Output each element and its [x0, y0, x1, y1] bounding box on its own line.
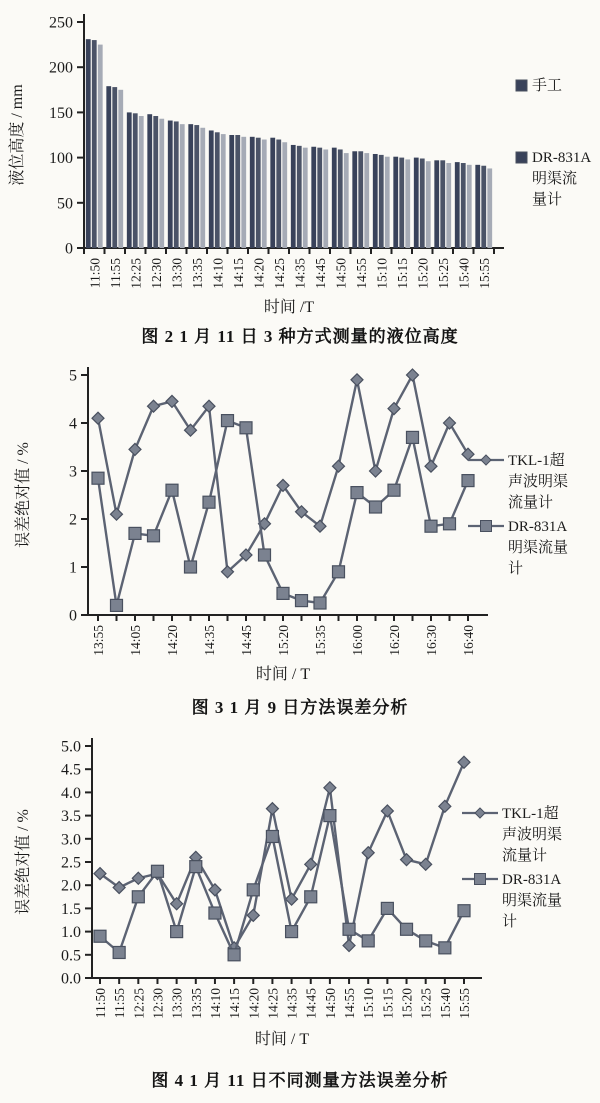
- diamond-marker: [351, 374, 363, 386]
- diamond-marker: [247, 909, 259, 921]
- y-tick-label: 4: [69, 415, 77, 433]
- square-marker: [259, 549, 271, 561]
- square-marker: [444, 518, 456, 530]
- y-tick-label: 3.0: [61, 831, 81, 849]
- y-tick-label: 50: [57, 195, 73, 213]
- y-tick-label: 100: [49, 150, 73, 168]
- bar: [440, 160, 445, 248]
- square-marker: [362, 935, 374, 947]
- bar: [455, 162, 460, 248]
- x-tick-label: 14:55: [342, 988, 358, 1019]
- figure3-line-chart: [0, 359, 600, 691]
- y-tick-label: 3.5: [61, 808, 81, 826]
- x-tick-label: 14:20: [251, 258, 267, 289]
- legend-label: 声波明渠: [502, 827, 563, 843]
- bar: [414, 158, 419, 248]
- diamond-marker: [458, 756, 470, 768]
- x-tick-label: 14:15: [230, 258, 246, 289]
- x-tick-label: 11:55: [107, 258, 123, 289]
- figure2-bar-chart: [0, 6, 600, 320]
- square-marker: [286, 926, 298, 938]
- figure-4: [0, 730, 600, 1091]
- legend-label: TKL-1超: [502, 806, 559, 822]
- square-marker: [148, 530, 160, 542]
- square-marker: [129, 527, 141, 539]
- bar: [303, 148, 308, 248]
- diamond-marker: [171, 898, 183, 910]
- square-marker: [166, 484, 178, 496]
- bar: [338, 149, 343, 248]
- diamond-marker: [401, 854, 413, 866]
- y-tick-label: 5: [69, 367, 77, 385]
- legend-square-marker: [481, 521, 492, 532]
- axes: [81, 367, 488, 621]
- x-axis-title: 时间 /T: [263, 299, 315, 316]
- diamond-marker: [370, 465, 382, 477]
- diamond-marker: [324, 782, 336, 794]
- figure2-caption: 图 2 1 月 11 日 3 种方式测量的液位高度: [141, 327, 459, 346]
- bar: [311, 147, 316, 248]
- square-marker: [343, 923, 355, 935]
- x-tick-label: 15:15: [380, 988, 396, 1019]
- x-tick-label: 13:30: [169, 988, 185, 1019]
- legend-diamond-marker: [481, 455, 491, 465]
- x-tick-label: 14:15: [227, 988, 243, 1019]
- x-tick-label: 13:30: [169, 258, 185, 289]
- bar: [434, 160, 439, 248]
- x-tick-label: 14:55: [353, 258, 369, 289]
- bar: [256, 138, 261, 248]
- x-tick-label: 13:55: [91, 625, 106, 656]
- y-tick-label: 5.0: [61, 738, 81, 756]
- series-tkl1-ultrasonic: [94, 756, 470, 954]
- square-marker: [425, 520, 437, 532]
- square-marker: [92, 472, 104, 484]
- x-tick-label: 12:25: [131, 988, 147, 1019]
- bar: [133, 113, 138, 248]
- x-tick-label: 14:45: [239, 625, 254, 656]
- legend-label: 计: [508, 561, 524, 577]
- diamond-marker: [362, 847, 374, 859]
- legend: [516, 77, 591, 208]
- square-marker: [277, 587, 289, 599]
- diamond-marker: [148, 400, 160, 412]
- bar-series: [86, 39, 492, 248]
- x-tick-label: 11:50: [93, 988, 108, 1019]
- diamond-marker: [333, 460, 345, 472]
- x-tick-label: 16:00: [350, 625, 365, 656]
- legend-label: DR-831A: [508, 519, 568, 535]
- diamond-marker: [439, 800, 451, 812]
- bar: [344, 153, 349, 248]
- bar: [364, 153, 369, 248]
- bar: [262, 140, 267, 248]
- square-marker: [370, 501, 382, 513]
- x-tick-label: 14:35: [202, 625, 217, 656]
- x-tick-label: 11:50: [87, 258, 103, 289]
- series-tkl1-ultrasonic: [92, 369, 474, 578]
- bar: [467, 165, 472, 248]
- legend-label: DR-831A: [502, 872, 562, 888]
- bar: [297, 146, 302, 248]
- bar: [352, 151, 357, 248]
- x-axis-title: 时间 / T: [254, 1031, 310, 1048]
- y-tick-label: 2: [69, 511, 77, 529]
- bar: [235, 135, 240, 248]
- x-tick-label: 14:10: [207, 988, 223, 1019]
- legend-diamond-marker: [475, 808, 485, 818]
- square-marker: [388, 484, 400, 496]
- y-tick-label: 200: [49, 59, 73, 77]
- legend: [468, 451, 568, 577]
- legend-label: 量计: [532, 192, 563, 208]
- square-marker: [111, 599, 123, 611]
- x-tick-label: 15:20: [399, 988, 415, 1019]
- x-tick-label: 15:20: [415, 258, 431, 289]
- figure4-line-chart: [0, 730, 600, 1064]
- x-tick-label: 15:25: [418, 988, 434, 1019]
- x-tick-label: 15:15: [394, 258, 410, 289]
- diamond-marker: [388, 403, 400, 415]
- y-tick-label: 0.0: [61, 970, 81, 988]
- square-marker: [439, 942, 451, 954]
- square-marker: [113, 946, 125, 958]
- y-tick-label: 1.5: [61, 900, 81, 918]
- x-tick-label: 14:50: [322, 988, 338, 1019]
- bar: [317, 148, 322, 248]
- bar: [153, 116, 158, 248]
- y-tick-label: 2.5: [61, 854, 81, 872]
- square-marker: [401, 923, 413, 935]
- legend-swatch: [516, 80, 527, 91]
- bar: [147, 114, 152, 248]
- diamond-marker: [420, 858, 432, 870]
- legend-label: 明渠流量: [508, 540, 569, 556]
- square-marker: [324, 810, 336, 822]
- bar: [323, 149, 328, 248]
- bar: [194, 125, 199, 248]
- bar: [92, 40, 97, 248]
- x-tick-label: 15:40: [456, 258, 472, 289]
- square-marker: [240, 422, 252, 434]
- bar: [200, 128, 205, 248]
- square-marker: [266, 830, 278, 842]
- diamond-marker: [92, 412, 104, 424]
- bar: [112, 87, 117, 248]
- bar: [373, 154, 378, 248]
- bar: [127, 112, 132, 248]
- legend-square-marker: [475, 874, 486, 885]
- x-tick-label: 14:45: [303, 988, 319, 1019]
- figure-2: [0, 6, 600, 347]
- bar: [291, 145, 296, 248]
- square-marker: [203, 496, 215, 508]
- x-tick-label: 12:25: [128, 258, 144, 289]
- x-tick-label: 14:45: [312, 258, 328, 289]
- square-marker: [407, 431, 419, 443]
- diamond-marker: [209, 884, 221, 896]
- diamond-marker: [462, 448, 474, 460]
- bar: [250, 137, 255, 248]
- y-axis-title: 误差绝对值 / %: [15, 442, 32, 548]
- y-tick-label: 0: [69, 607, 77, 625]
- bar: [379, 155, 384, 248]
- x-tick-label: 15:10: [374, 258, 390, 289]
- square-marker: [462, 475, 474, 487]
- bar: [168, 121, 173, 248]
- y-axis-title: 液位高度 / mm: [9, 84, 26, 186]
- legend-label: 流量计: [508, 495, 554, 511]
- y-tick-label: 250: [49, 14, 73, 32]
- x-tick-label: 15:35: [313, 625, 328, 656]
- y-tick-label: 0: [65, 240, 73, 258]
- bar: [405, 159, 410, 248]
- x-tick-label: 14:05: [128, 625, 143, 656]
- bar: [174, 121, 179, 248]
- bar: [118, 90, 123, 248]
- legend-label: 手工: [532, 78, 563, 94]
- y-tick-label: 4.0: [61, 784, 81, 802]
- x-axis-title: 时间 / T: [255, 666, 311, 683]
- bar: [481, 166, 486, 248]
- y-tick-label: 150: [49, 104, 73, 122]
- bar: [229, 135, 234, 248]
- x-tick-label: 15:10: [361, 988, 377, 1019]
- x-tick-label: 14:35: [284, 988, 300, 1019]
- diamond-marker: [266, 803, 278, 815]
- square-marker: [458, 905, 470, 917]
- x-tick-label: 14:20: [165, 625, 180, 656]
- square-marker: [209, 907, 221, 919]
- bar: [209, 130, 214, 248]
- x-tick-label: 14:35: [292, 258, 308, 289]
- x-tick-label: 13:35: [188, 988, 204, 1019]
- square-marker: [333, 566, 345, 578]
- bar: [475, 165, 480, 248]
- diamond-marker: [425, 460, 437, 472]
- square-marker: [228, 949, 240, 961]
- x-tick-label: 14:25: [265, 988, 281, 1019]
- square-marker: [305, 891, 317, 903]
- y-tick-label: 2.0: [61, 877, 81, 895]
- bar: [426, 161, 431, 248]
- diamond-marker: [381, 805, 393, 817]
- series-dr831a: [94, 810, 470, 961]
- square-marker: [222, 415, 234, 427]
- x-tick-label: 14:20: [246, 988, 262, 1019]
- figure4-caption: 图 4 1 月 11 日不同测量方法误差分析: [151, 1071, 449, 1090]
- square-marker: [94, 930, 106, 942]
- bar: [332, 148, 337, 248]
- legend-label: 声波明渠: [508, 474, 569, 490]
- diamond-marker: [166, 395, 178, 407]
- bar: [188, 124, 193, 248]
- x-tick-label: 15:40: [437, 988, 453, 1019]
- legend-label: 明渠流: [532, 171, 578, 187]
- diamond-marker: [305, 858, 317, 870]
- bar: [282, 142, 287, 248]
- legend-label: TKL-1超: [508, 453, 565, 469]
- bar: [86, 39, 91, 248]
- y-tick-label: 1.0: [61, 924, 81, 942]
- bar: [139, 116, 144, 248]
- figure-3: [0, 359, 600, 718]
- diamond-marker: [111, 508, 123, 520]
- bar: [106, 86, 111, 248]
- square-marker: [381, 902, 393, 914]
- bar: [159, 119, 164, 248]
- bar: [385, 157, 390, 248]
- bar: [393, 157, 398, 248]
- x-tick-label: 14:50: [333, 258, 349, 289]
- legend-label: 明渠流量: [502, 893, 563, 909]
- bar: [461, 163, 466, 248]
- legend-label: 计: [502, 914, 518, 930]
- bar: [446, 163, 451, 248]
- bar: [221, 134, 226, 248]
- diamond-marker: [286, 893, 298, 905]
- bar: [215, 132, 220, 248]
- legend: [462, 804, 562, 930]
- square-marker: [296, 595, 308, 607]
- y-tick-label: 3: [69, 463, 77, 481]
- bar: [270, 138, 275, 248]
- x-tick-label: 16:40: [461, 625, 476, 656]
- x-tick-label: 15:25: [435, 258, 451, 289]
- x-tick-label: 16:20: [387, 625, 402, 656]
- x-tick-label: 15:55: [457, 988, 472, 1019]
- x-tick-label: 12:30: [150, 988, 166, 1019]
- x-tick-label: 13:35: [189, 258, 205, 289]
- bar: [358, 151, 363, 248]
- y-tick-label: 0.5: [61, 947, 81, 965]
- bar: [98, 45, 103, 248]
- y-tick-label: 1: [69, 559, 77, 577]
- square-marker: [190, 861, 202, 873]
- y-axis-title: 误差绝对值 / %: [15, 809, 32, 915]
- square-marker: [314, 597, 326, 609]
- square-marker: [151, 865, 163, 877]
- x-tick-label: 14:25: [271, 258, 287, 289]
- square-marker: [247, 884, 259, 896]
- figure3-caption: 图 3 1 月 9 日方法误差分析: [191, 698, 409, 717]
- series-dr831a: [92, 415, 474, 612]
- bar: [399, 158, 404, 248]
- square-marker: [171, 926, 183, 938]
- y-tick-label: 4.5: [61, 761, 81, 779]
- x-tick-label: 16:30: [424, 625, 439, 656]
- x-tick-label: 11:55: [112, 988, 128, 1019]
- diamond-marker: [444, 417, 456, 429]
- diamond-marker: [407, 369, 419, 381]
- legend-label: 流量计: [502, 848, 548, 864]
- x-tick-label: 15:55: [476, 258, 492, 289]
- bar: [487, 168, 492, 248]
- diamond-marker: [343, 940, 355, 952]
- diamond-marker: [132, 872, 144, 884]
- x-tick-label: 15:20: [276, 625, 291, 656]
- square-marker: [132, 891, 144, 903]
- diamond-marker: [129, 443, 141, 455]
- bar: [180, 124, 185, 248]
- bar: [241, 137, 246, 248]
- x-tick-label: 12:30: [148, 258, 164, 289]
- x-tick-label: 14:10: [210, 258, 226, 289]
- bar: [276, 140, 281, 248]
- bar: [420, 159, 425, 248]
- square-marker: [351, 487, 363, 499]
- square-marker: [420, 935, 432, 947]
- legend-label: DR-831A: [532, 150, 592, 166]
- square-marker: [185, 561, 197, 573]
- legend-swatch: [516, 152, 527, 163]
